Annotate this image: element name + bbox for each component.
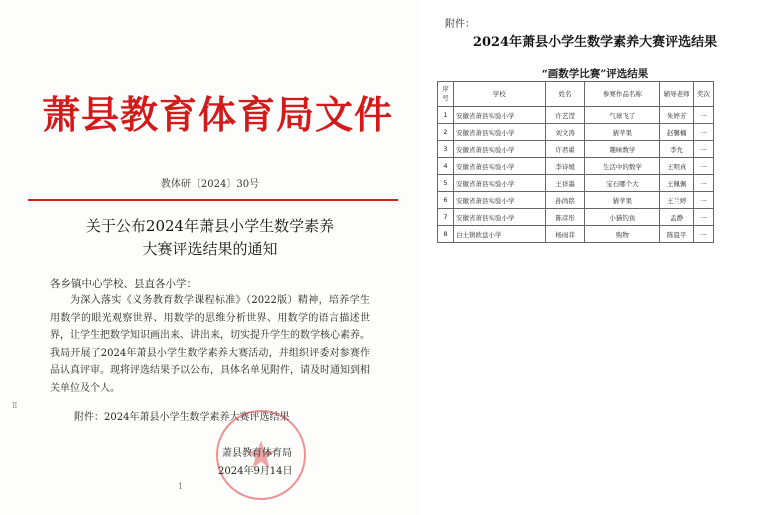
cell-index: 5: [438, 175, 454, 192]
cell-work: 猜苹果: [585, 124, 660, 141]
cell-school: 安徽省萧县实验小学: [453, 141, 545, 158]
cell-school: 安徽省萧县实验小学: [453, 107, 545, 124]
cell-school: 安徽省萧县实验小学: [453, 209, 545, 226]
signature-organization: 萧县教育体育局: [222, 448, 292, 459]
cell-name: 许君翟: [545, 141, 585, 158]
binding-mark: Ⅱ: [12, 401, 18, 410]
cell-index: 6: [438, 192, 454, 209]
cell-award: 一: [694, 141, 714, 158]
signature-date: 2024年9月14日: [218, 466, 293, 477]
cell-index: 4: [438, 158, 454, 175]
cell-school: 安徽省萧县实验小学: [453, 124, 545, 141]
column-header: 学校: [453, 82, 545, 107]
cell-award: 一: [694, 209, 714, 226]
cell-school: 安徽省萧县实验小学: [453, 175, 545, 192]
cell-name: 许艺滢: [545, 107, 585, 124]
cell-work: 购物: [585, 226, 660, 243]
notice-subject: [40, 215, 380, 261]
blank-area: [420, 258, 760, 515]
cell-index: 1: [438, 107, 454, 124]
document-number: 教体研〔2024〕30号: [160, 179, 260, 190]
cell-teacher: 孟静: [660, 209, 694, 226]
cell-name: 杨雨菲: [545, 226, 585, 243]
attachment-reference: 附件：2024年萧县小学生数学素养大赛评选结果: [74, 412, 290, 423]
cell-name: 王祥墨: [545, 175, 585, 192]
table-row: [438, 141, 714, 158]
results-table: [437, 81, 714, 243]
cell-teacher: 王佩佩: [660, 175, 694, 192]
page-mark: 1: [178, 482, 184, 491]
table-row: [438, 158, 714, 175]
cell-name: 李诗媛: [545, 158, 585, 175]
subject-line-2: 大赛评选结果的通知: [142, 240, 278, 258]
cell-work: 气球飞了: [585, 107, 660, 124]
cell-teacher: 李允: [660, 141, 694, 158]
document-header-title: 萧县教育体育局文件: [42, 92, 394, 137]
subject-line-1: 关于公布2024年萧县小学生数学素养: [85, 217, 335, 235]
table-header-row: [438, 82, 714, 107]
attachment-label: 附件：: [445, 19, 475, 30]
cell-name: 刘文涛: [545, 124, 585, 141]
table-title: “画数学比赛”评选结果: [541, 68, 649, 80]
table-row: [438, 175, 714, 192]
table-row: [438, 107, 714, 124]
salutation: 各乡镇中心学校、县直各小学：: [50, 278, 197, 290]
cell-teacher: 赵馨楠: [660, 124, 694, 141]
cell-index: 3: [438, 141, 454, 158]
column-header: 参赛作品名称: [585, 82, 660, 107]
cell-award: 一: [694, 107, 714, 124]
table-row: [438, 192, 714, 209]
cell-work: 猜苹果: [585, 192, 660, 209]
cell-award: 一: [694, 158, 714, 175]
cell-teacher: 王明真: [660, 158, 694, 175]
cell-award: 一: [694, 124, 714, 141]
cell-index: 2: [438, 124, 454, 141]
notice-body: 为深入落实《义务教育数学课程标准》（2022版）精神，培养学生用数学的眼光观察世界、用数学的思维分析世界、用数学的语言描述世界，让学生把数学知识画出来、讲出来，切实提升学生的数学核心素养。我局开展了2024年萧县小学生数学素养大赛活动，并组织评委对参赛作品认真评审。现将评选结果予以公布，具体名单见附件，请及时通知到相关单位及个人。: [50, 295, 370, 394]
cell-school: 安徽省萧县实验小学: [453, 192, 545, 209]
cell-teacher: 陈晨平: [660, 226, 694, 243]
cell-work: 趣味数学: [585, 141, 660, 158]
cell-work: 宝石哪个大: [585, 175, 660, 192]
cell-award: 一: [694, 175, 714, 192]
cell-school: 白土镇欧盘小学: [453, 226, 545, 243]
table-row: [438, 226, 714, 243]
cell-name: 孙尚铭: [545, 192, 585, 209]
header-red-rule: [28, 199, 398, 201]
column-header: 奖次: [694, 82, 714, 107]
cell-name: 陈彦彤: [545, 209, 585, 226]
cell-teacher: 王兰婷: [660, 192, 694, 209]
column-header: 姓名: [545, 82, 585, 107]
table-row: [438, 124, 714, 141]
cell-index: 7: [438, 209, 454, 226]
cell-school: 安徽省萧县实验小学: [453, 158, 545, 175]
cell-index: 8: [438, 226, 454, 243]
table-row: [438, 209, 714, 226]
cell-work: 小猫钓鱼: [585, 209, 660, 226]
result-title: 2024年萧县小学生数学素养大赛评选结果: [472, 35, 718, 50]
cell-work: 生活中的数学: [585, 158, 660, 175]
column-header: 序号: [438, 82, 454, 107]
cell-award: 一: [694, 226, 714, 243]
cell-teacher: 朱婷芳: [660, 107, 694, 124]
cell-award: 一: [694, 192, 714, 209]
column-header: 辅导老师: [660, 82, 694, 107]
